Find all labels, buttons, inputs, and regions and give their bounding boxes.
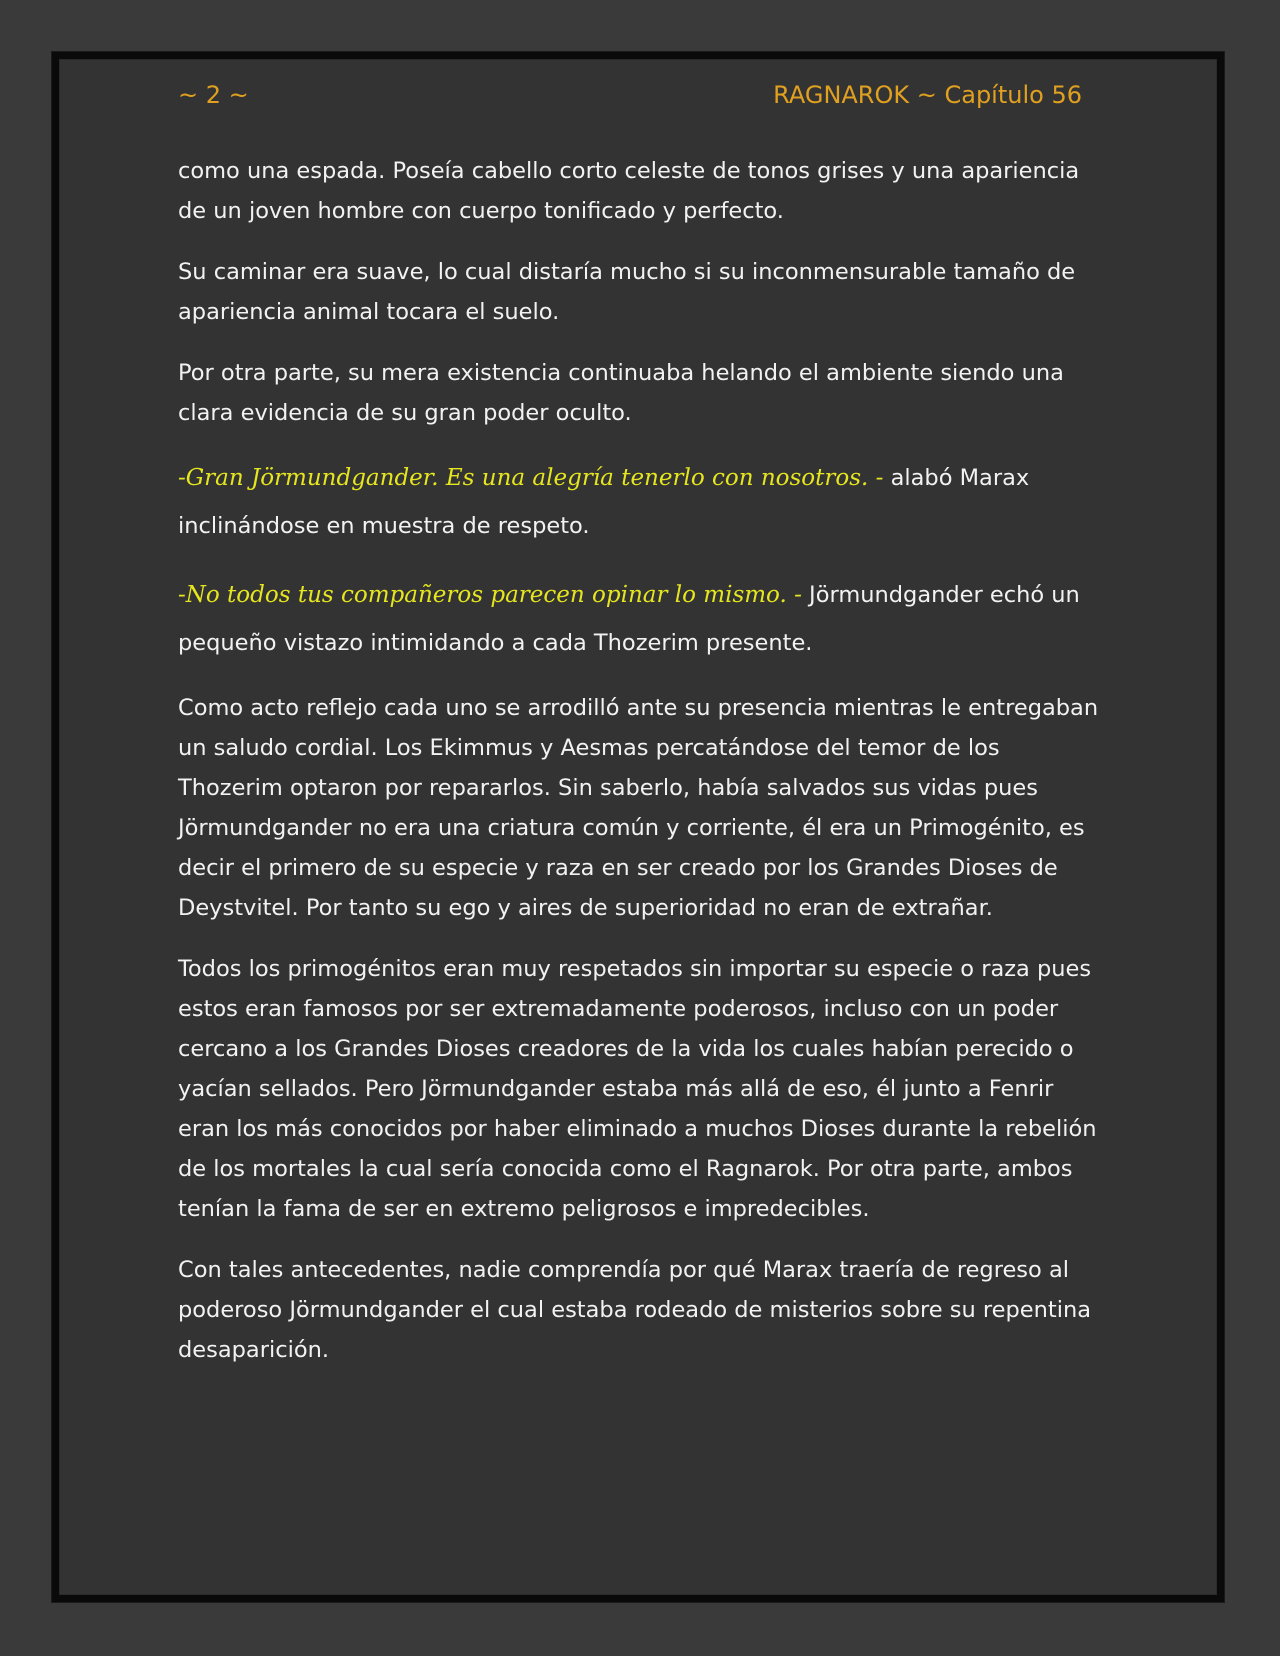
narration-text: alabó Marax inclinándose en muestra de respeto.	[178, 465, 1030, 539]
chapter-body	[178, 151, 1108, 1391]
paragraph: Como acto reflejo cada uno se arrodilló ante su presencia mientras le entregaban un saludo cordial. Los Ekimmus y Aesmas percatándose del temor de los Thozerim optaron por repararlos. Sin saberlo, había salvados sus vidas pues Jörmundgander no era una criatura común y corriente, él era un Primogénito, es decir el primero de su especie y raza en ser creado por los Grandes Dioses de Deystvitel. Por tanto su ego y aires de superioridad no eran de extrañar.	[178, 695, 1099, 921]
dialogue-text: -Gran Jörmundgander. Es una alegría tenerlo con nosotros. -	[178, 465, 884, 491]
paragraph: Todos los primogénitos eran muy respetados sin importar su especie o raza pues estos eran famosos por ser extremadamente poderosos, incluso con un poder cercano a los Grandes Dioses creadores de la vida los cuales habían perecido o yacían sellados. Pero Jörmundgander estaba más allá de eso, él junto a Fenrir eran los más conocidos por haber eliminado a muchos Dioses durante la rebelión de los mortales la cual sería conocida como el Ragnarok. Por otra parte, ambos tenían la fama de ser en extremo peligrosos e impredecibles.	[178, 956, 1097, 1222]
paragraph: como una espada. Poseía cabello corto celeste de tonos grises y una apariencia de un joven hombre con cuerpo tonificado y perfecto.	[178, 158, 1080, 224]
narration-text: Jörmundgander echó un pequeño vistazo intimidando a cada Thozerim presente.	[178, 582, 1080, 656]
page-frame	[52, 52, 1224, 1602]
page-number: ~ 2 ~	[178, 81, 249, 109]
paragraph: Su caminar era suave, lo cual distaría mucho si su inconmensurable tamaño de apariencia animal tocara el suelo.	[178, 259, 1076, 325]
dialogue-text: -No todos tus compañeros parecen opinar lo mismo. -	[178, 582, 802, 608]
paragraph: Con tales antecedentes, nadie comprendía por qué Marax traería de regreso al poderoso Jörmundgander el cual estaba rodeado de misterios sobre su repentina desaparición.	[178, 1257, 1092, 1363]
dialogue-paragraph	[178, 454, 1108, 550]
chapter-title: RAGNAROK ~ Capítulo 56	[773, 81, 1082, 109]
paragraph: Por otra parte, su mera existencia continuaba helando el ambiente siendo una clara evidencia de su gran poder oculto.	[178, 360, 1064, 426]
dialogue-paragraph	[178, 571, 1108, 667]
page-header	[178, 81, 1082, 117]
